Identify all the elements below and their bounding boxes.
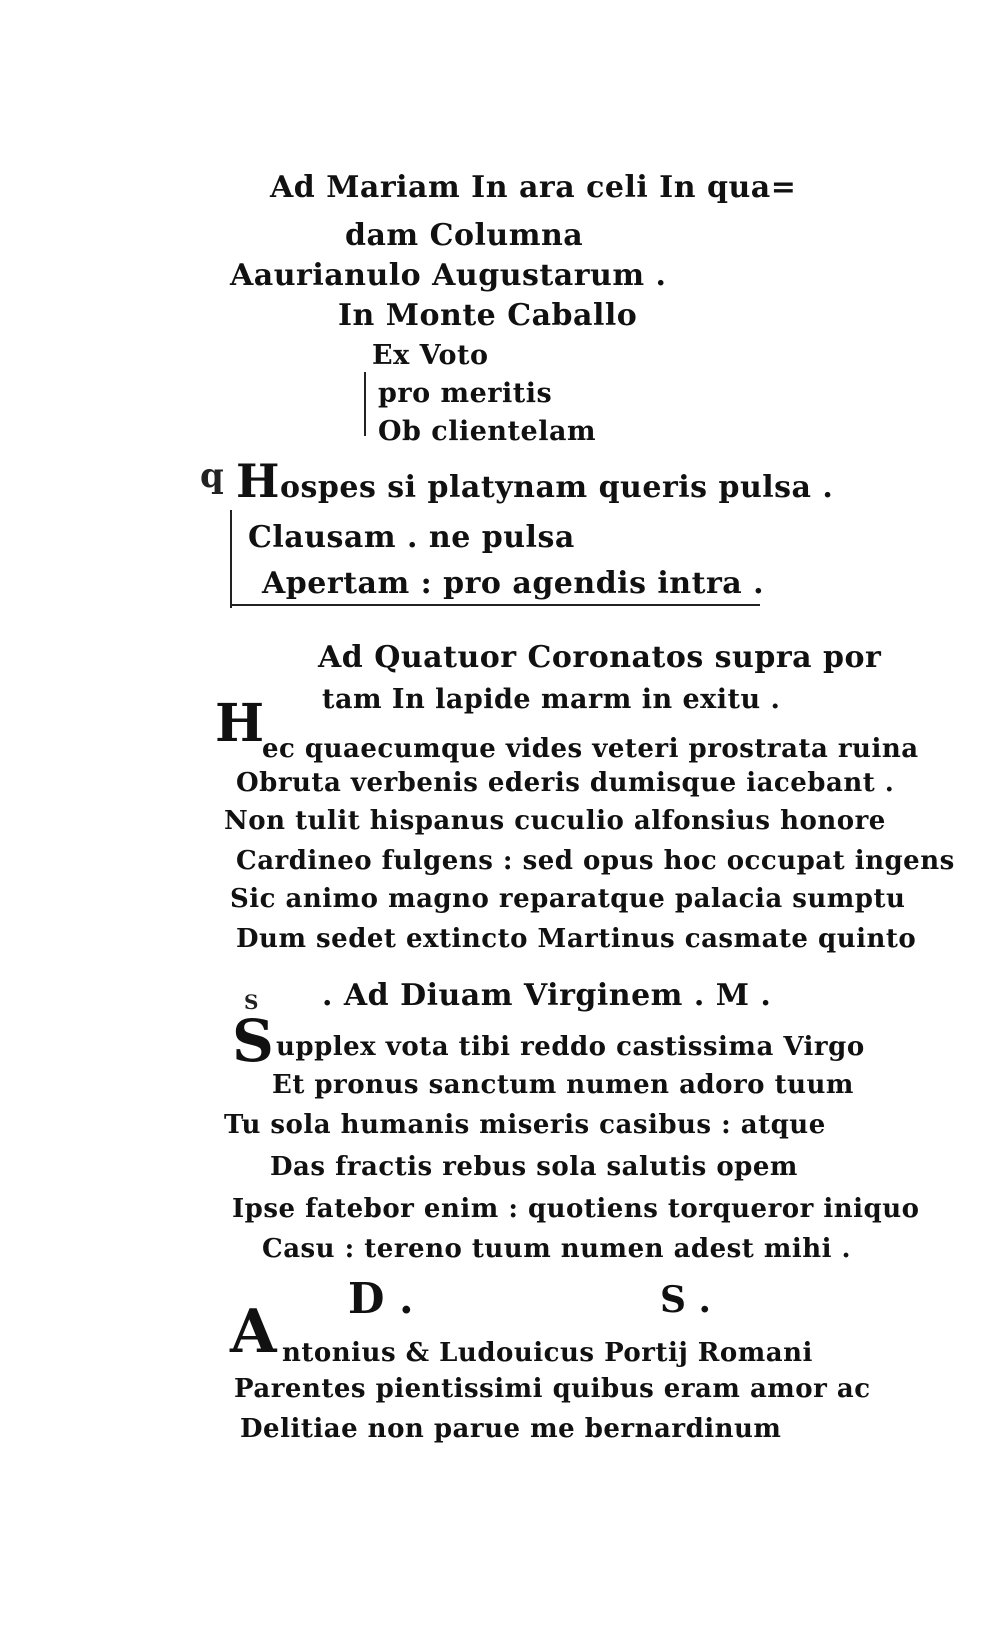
section4-line5: Ipse fatebor enim : quotiens torqueror iniquo	[232, 1194, 920, 1224]
section2-initial: H	[236, 454, 280, 508]
section1-line3: Aaurianulo Augustarum .	[230, 258, 667, 293]
section4-line6: Casu : tereno tuum numen adest mihi .	[262, 1234, 852, 1264]
section4-line2: Et pronus sanctum numen adoro tuum	[272, 1070, 854, 1100]
section4-line4: Das fractis rebus sola salutis opem	[270, 1152, 798, 1182]
section2-line1: ospes si platynam queris pulsa .	[280, 470, 834, 505]
section5-initial: A	[230, 1297, 277, 1367]
section3-line5: Sic animo magno reparatque palacia sumptu	[230, 884, 906, 914]
section1-heading-line1: Ad Mariam In ara celi In qua=	[270, 170, 797, 205]
section1-line7: Ob clientelam	[378, 416, 597, 447]
section2-line3: Apertam : pro agendis intra .	[262, 566, 765, 601]
section4-line3: Tu sola humanis miseris casibus : atque	[224, 1110, 826, 1140]
section5-line1: ntonius & Ludouicus Portij Romani	[282, 1338, 813, 1368]
section1-heading-line2: dam Columna	[345, 218, 584, 253]
section5-line3: Delitiae non parue me bernardinum	[240, 1414, 782, 1444]
section3-heading-line1: Ad Quatuor Coronatos supra por	[318, 640, 882, 675]
section3-line3: Non tulit hispanus cuculio alfonsius honore	[224, 806, 886, 836]
section4-heading: . Ad Diuam Virginem . M .	[322, 978, 772, 1013]
section5-letter-s: S .	[660, 1279, 712, 1321]
section4-margin-letter: S	[244, 990, 259, 1014]
section3-line6: Dum sedet extincto Martinus casmate quinto	[236, 924, 917, 954]
section1-line5: Ex Voto	[372, 340, 489, 371]
section3-heading-line2: tam In lapide marm in exitu .	[322, 684, 781, 715]
section3-line2: Obruta verbenis ederis dumisque iacebant .	[236, 768, 895, 798]
section1-bracket	[364, 372, 366, 436]
section5-line2: Parentes pientissimi quibus eram amor ac	[234, 1374, 871, 1404]
section2-rule	[230, 604, 760, 606]
section3-line4: Cardineo fulgens : sed opus hoc occupat ingens	[236, 846, 955, 876]
section3-initial: H	[215, 693, 265, 754]
paragraph-mark: q	[200, 456, 224, 496]
section3-line1: ec quaecumque vides veteri prostrata ruina	[262, 734, 919, 764]
section1-line6: pro meritis	[378, 378, 553, 409]
section1-line4: In Monte Caballo	[338, 298, 638, 333]
section4-initial: S	[232, 1007, 274, 1075]
section2-bracket	[230, 510, 232, 608]
section5-letter-d: D .	[348, 1274, 414, 1323]
section4-line1: upplex vota tibi reddo castissima Virgo	[276, 1032, 865, 1062]
section2-line2: Clausam . ne pulsa	[248, 520, 575, 555]
